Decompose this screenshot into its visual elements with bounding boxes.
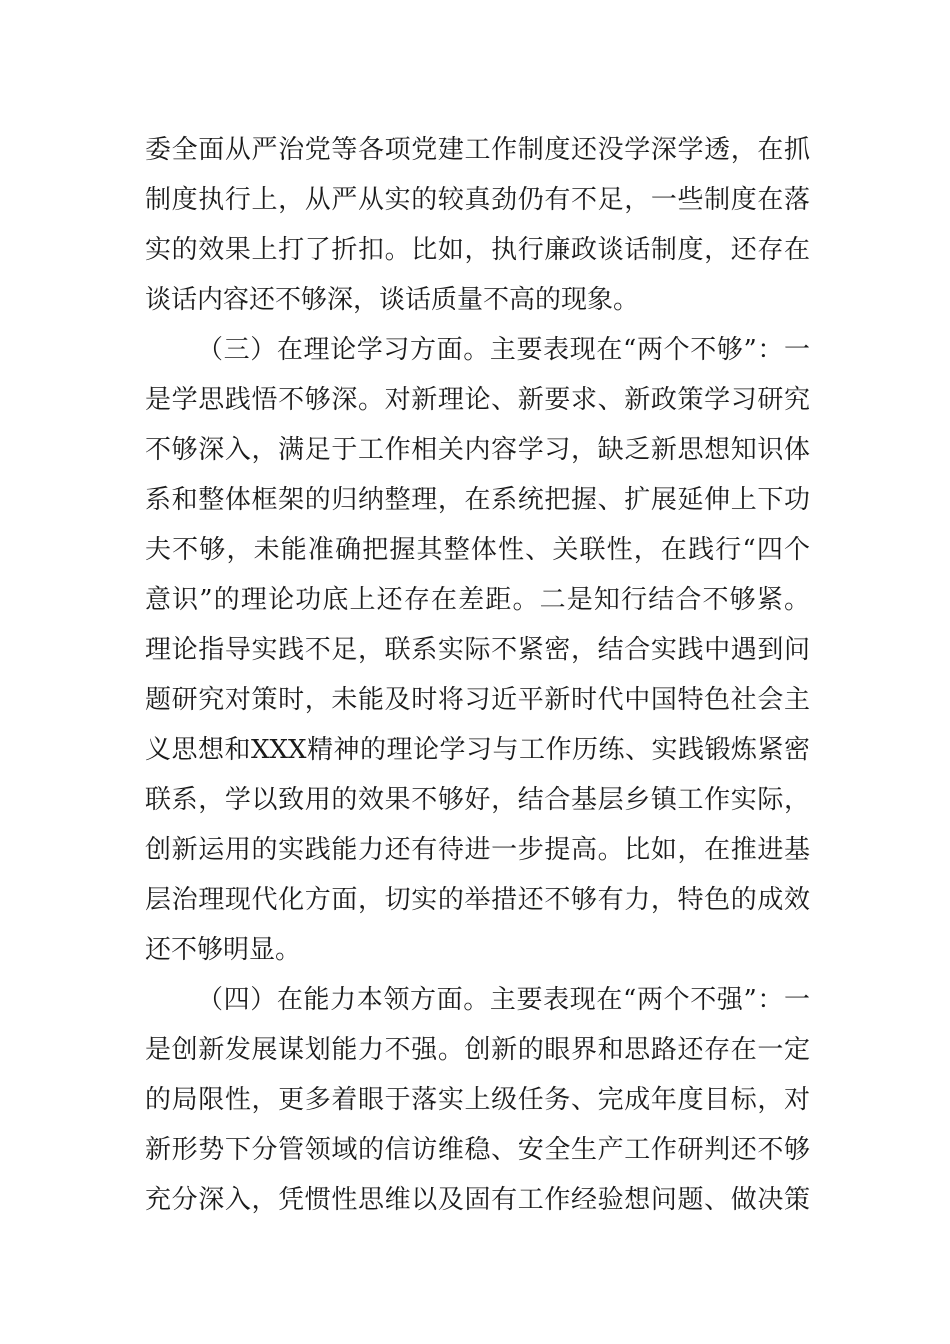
text-line-2: 制度执行上，从严从实的较真劲仍有不足，一些制度在落	[145, 185, 810, 215]
text-line-14: 联系，学以致用的效果不够好，结合基层乡镇工作实际，	[145, 785, 810, 815]
text-line-19: 是创新发展谋划能力不强。创新的眼界和思路还存在一定	[145, 1035, 810, 1065]
section-three-heading-line: （三）在理论学习方面。主要表现在“两个不够”：一	[197, 335, 810, 365]
text-line-3: 实的效果上打了折扣。比如，执行廉政谈话制度，还存在	[145, 235, 810, 265]
text-line-1: 委全面从严治党等各项党建工作制度还没学深学透，在抓	[145, 135, 810, 165]
text-line-17: 还不够明显。	[145, 935, 302, 965]
text-line-15: 创新运用的实践能力还有待进一步提高。比如，在推进基	[145, 835, 810, 865]
section-four-heading-line: （四）在能力本领方面。主要表现在“两个不强”：一	[197, 985, 810, 1015]
text-line-16: 层治理现代化方面，切实的举措还不够有力，特色的成效	[145, 885, 810, 915]
text-line-10: 意识”的理论功底上还存在差距。二是知行结合不够紧。	[145, 585, 810, 615]
text-line-13: 义思想和XXX精神的理论学习与工作历练、实践锻炼紧密	[145, 735, 810, 765]
text-line-12: 题研究对策时，未能及时将习近平新时代中国特色社会主	[145, 685, 810, 715]
text-line-21: 新形势下分管领域的信访维稳、安全生产工作研判还不够	[145, 1135, 810, 1165]
text-line-4: 谈话内容还不够深，谈话质量不高的现象。	[145, 285, 640, 315]
text-line-8: 系和整体框架的归纳整理，在系统把握、扩展延伸上下功	[145, 485, 810, 515]
text-line-20: 的局限性，更多着眼于落实上级任务、完成年度目标，对	[145, 1085, 810, 1115]
text-line-7: 不够深入，满足于工作相关内容学习，缺乏新思想知识体	[145, 435, 810, 465]
text-line-22: 充分深入，凭惯性思维以及固有工作经验想问题、做决策	[145, 1185, 810, 1215]
text-line-9: 夫不够，未能准确把握其整体性、关联性，在践行“四个	[145, 535, 810, 565]
text-line-11: 理论指导实践不足，联系实际不紧密，结合实践中遇到问	[145, 635, 810, 665]
text-line-6: 是学思践悟不够深。对新理论、新要求、新政策学习研究	[145, 385, 810, 415]
